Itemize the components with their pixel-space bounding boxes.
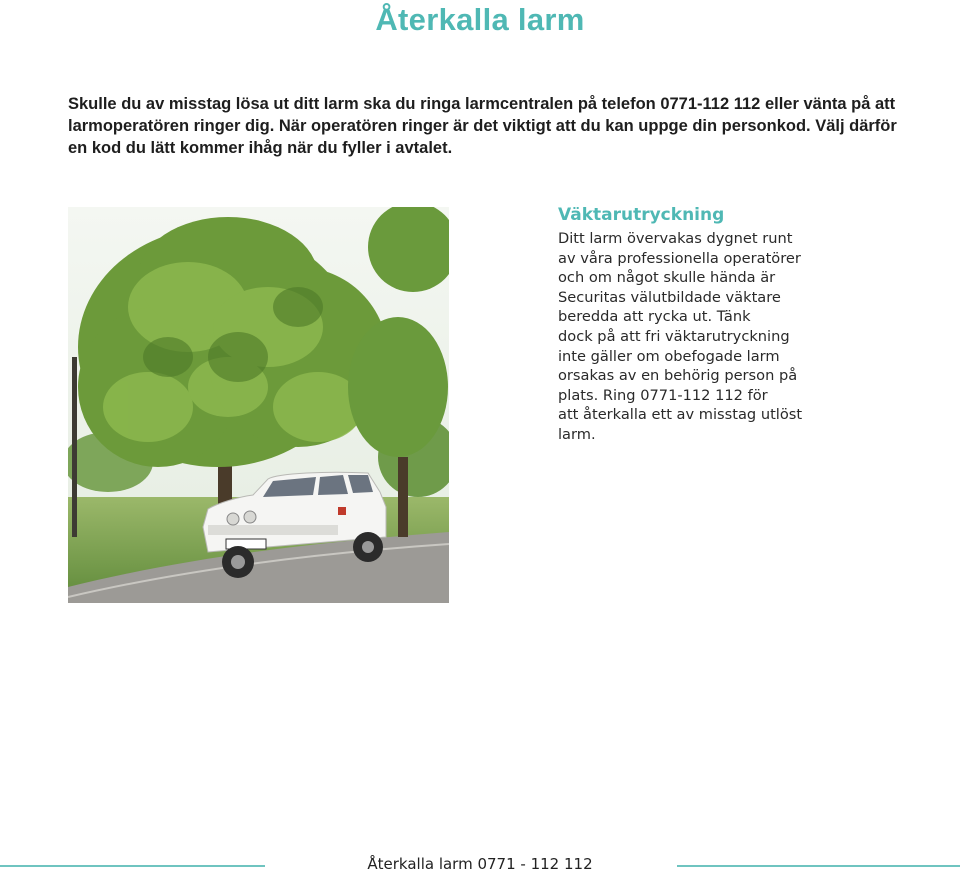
guard-body-text: Ditt larm övervakas dygnet runt av våra professionella operatörer och om något skulle hända är Securitas välutbildade väktare beredda att rycka ut. Tänk dock på att fri väktarutryckning inte gäller om obefogade larm orsakas av en behörig person på plats. Ring 0771-112 112 för att återkalla ett av misstag utlöst larm.: [558, 230, 803, 443]
guard-heading: Väktarutryckning: [558, 205, 725, 225]
intro-paragraph: Skulle du av misstag lösa ut ditt larm ska du ringa larmcentralen på telefon 0771-112 112 eller vänta på att larmoperatören ringer dig. När operatören ringer är det viktigt att du kan uppge din personkod. Välj därför en kod du lätt kommer ihåg när du fyller i avtalet.: [68, 95, 897, 157]
page-title: Återkalla larm: [375, 2, 585, 37]
security-car-photo: [68, 207, 449, 603]
footer-text: Återkalla larm 0771 - 112 112: [367, 855, 593, 873]
guard-response-section: [558, 204, 858, 445]
